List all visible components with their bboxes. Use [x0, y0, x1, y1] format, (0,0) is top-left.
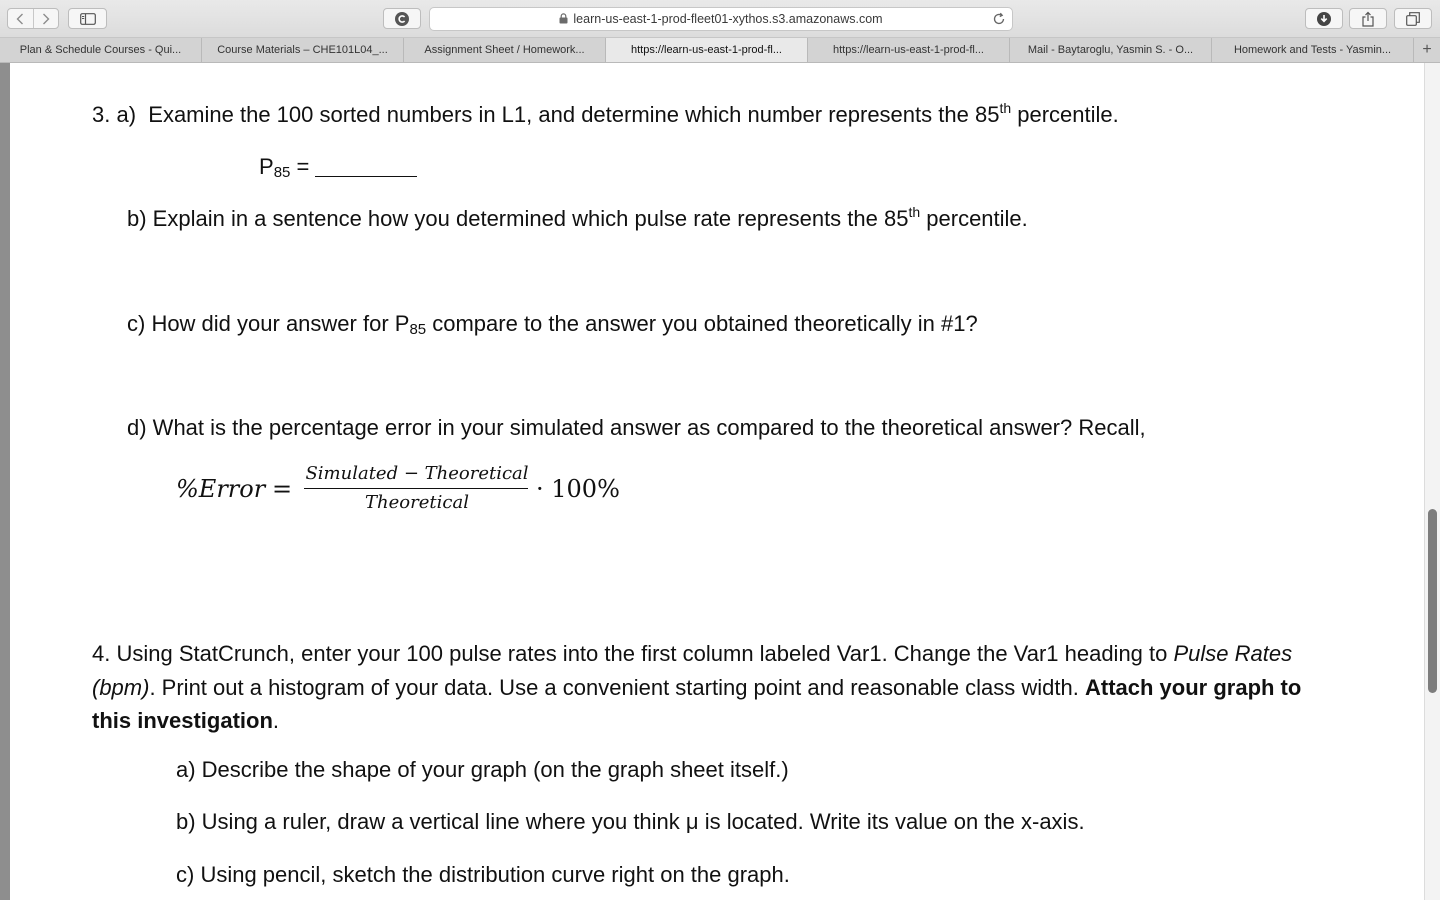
question-4a: [176, 757, 789, 783]
question-3c-text-end: compare to the answer you obtained theoretically in #1?: [426, 311, 978, 336]
question-4-intro-text: 4. Using StatCrunch, enter your 100 pulse rates into the first column labeled Var1. Change the Var1 heading to: [92, 641, 1174, 666]
tab-plan-schedule[interactable]: Plan & Schedule Courses - Qui...: [0, 38, 202, 62]
url-display[interactable]: [430, 8, 1012, 30]
sidebar-icon: [80, 13, 96, 25]
question-4-intro-end: .: [272, 708, 280, 733]
question-4-intro-text-2: . Print out a histogram of your data. Use a convenient starting point and reasonable class width.: [149, 674, 1085, 700]
reload-icon[interactable]: [992, 12, 1006, 26]
document-viewport: [0, 63, 1440, 900]
question-4a-text: a) Describe the shape of your graph (on the graph sheet itself.): [176, 757, 789, 782]
share-icon: [1361, 11, 1375, 27]
question-3a-text: Examine the 100 sorted numbers in L1, and determine which number represents the 85: [148, 102, 1000, 127]
lock-icon: [559, 13, 568, 24]
question-4c: [176, 862, 790, 888]
p85-answer-line: [259, 154, 417, 180]
tab-assignment-sheet[interactable]: Assignment Sheet / Homework...: [404, 38, 606, 62]
address-bar[interactable]: [429, 7, 1013, 31]
question-3b-text: b) Explain in a sentence how you determined which pulse rate represents the 85: [127, 206, 909, 231]
show-sidebar-button[interactable]: [68, 8, 107, 29]
question-3a-superscript: th: [999, 100, 1012, 116]
new-tab-button[interactable]: +: [1422, 41, 1432, 58]
question-3a-number: 3. a): [92, 102, 137, 127]
formula-lhs: %Error: [176, 475, 266, 503]
download-icon: [1316, 11, 1332, 27]
forward-button[interactable]: [33, 9, 59, 28]
share-button[interactable]: [1349, 8, 1387, 29]
question-3a: [92, 102, 1119, 128]
fraction-bar: [304, 488, 528, 489]
url-text: learn-us-east-1-prod-fleet01-xythos.s3.amazonaws.com: [573, 12, 883, 26]
scrollbar-thumb[interactable]: [1428, 509, 1437, 693]
chevron-left-icon: [16, 13, 24, 25]
extension-icon: [394, 11, 410, 27]
question-4b: [176, 809, 1085, 835]
question-3d: [127, 415, 1146, 441]
formula-numerator: Simulated − Theoretical: [305, 463, 529, 484]
question-3a-text-end: percentile.: [1011, 102, 1119, 127]
tab-mail[interactable]: Mail - Baytaroglu, Yasmin S. - O...: [1010, 38, 1212, 62]
question-4b-text: b) Using a ruler, draw a vertical line where you think μ is located. Write its value on the x-axis.: [176, 809, 1085, 834]
formula-denominator: Theoretical: [365, 492, 469, 513]
tab-homework-tests[interactable]: Homework and Tests - Yasmin...: [1212, 38, 1414, 62]
question-3d-text: d) What is the percentage error in your simulated answer as compared to the theoretical answer? Recall,: [127, 415, 1146, 440]
question-4-intro-italic: Pulse Rates (bpm): [92, 641, 1293, 700]
show-all-tabs-button[interactable]: [1394, 8, 1432, 29]
question-4c-text: c) Using pencil, sketch the distribution curve right on the graph.: [176, 862, 790, 887]
tabs-overview-icon: [1406, 12, 1420, 26]
browser-toolbar: [0, 0, 1440, 38]
p85-equals: =: [290, 154, 316, 179]
question-4-intro-bold: Attach your graph to this investigation: [92, 674, 1302, 733]
formula-equals: =: [272, 475, 293, 503]
question-3c-subscript: 85: [409, 321, 427, 338]
p85-subscript: 85: [273, 164, 291, 181]
question-3c: [127, 311, 978, 337]
downloads-button[interactable]: [1305, 8, 1343, 29]
scrollbar-track[interactable]: [1424, 63, 1440, 900]
tab-bar: [0, 38, 1440, 63]
question-3b: [127, 206, 1028, 232]
formula-rhs: · 100%: [536, 475, 620, 503]
question-4-intro: [92, 637, 1314, 738]
question-3c-text: c) How did your answer for P: [127, 311, 410, 336]
p85-answer-blank: [315, 160, 417, 177]
navigation-buttons: [7, 8, 59, 29]
tab-active-document[interactable]: https://learn-us-east-1-prod-fl...: [606, 38, 808, 62]
chevron-right-icon: [42, 13, 50, 25]
question-3b-text-end: percentile.: [920, 206, 1028, 231]
tab-course-materials[interactable]: Course Materials – CHE101L04_...: [202, 38, 404, 62]
back-button[interactable]: [8, 9, 33, 28]
extension-button[interactable]: [383, 8, 421, 29]
p85-label: P: [259, 154, 274, 179]
tab-learn-document[interactable]: https://learn-us-east-1-prod-fl...: [808, 38, 1010, 62]
document-page: [0, 63, 1424, 900]
question-3b-superscript: th: [908, 204, 921, 220]
